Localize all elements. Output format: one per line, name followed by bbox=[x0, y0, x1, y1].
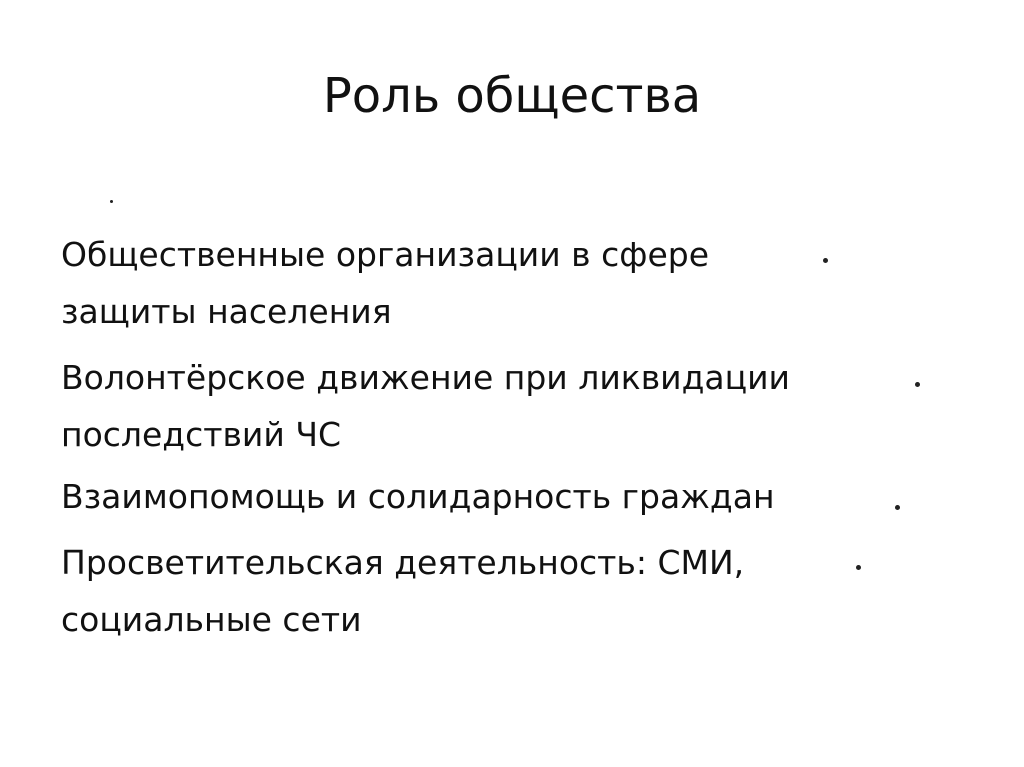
list-item-3-line-1: Взаимопомощь и солидарность граждан bbox=[61, 477, 775, 516]
bullet-dot bbox=[895, 505, 900, 510]
bullet-dot bbox=[856, 565, 861, 570]
slide-title: Роль общества bbox=[322, 68, 702, 124]
list-item-1 bbox=[61, 226, 709, 340]
bullet-dot bbox=[915, 382, 920, 387]
list-item-4 bbox=[61, 534, 744, 648]
list-item-2-line-1: Волонтёрское движение при ликвидации bbox=[61, 358, 790, 397]
list-item-1-line-1: Общественные организации в сфере bbox=[61, 235, 710, 274]
list-item-4-line-1: Просветительская деятельность: СМИ, bbox=[61, 543, 745, 582]
bullet-dot bbox=[823, 258, 828, 263]
list-item-2 bbox=[61, 349, 790, 463]
list-item-3 bbox=[61, 468, 775, 525]
list-item-2-line-2: последствий ЧС bbox=[61, 415, 341, 454]
list-item-1-line-2: защиты населения bbox=[61, 292, 392, 331]
stray-bullet-dot bbox=[110, 200, 113, 203]
list-item-4-line-2: социальные сети bbox=[61, 600, 362, 639]
